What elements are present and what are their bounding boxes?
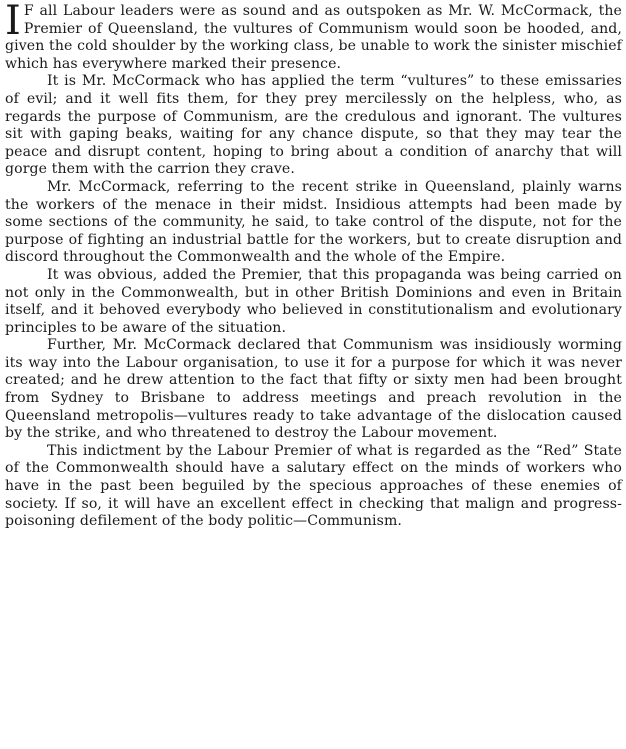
article-paragraph-6: This indictment by the Labour Premier of what is regarded as the “Red” State of the Commonwealth should have a salutary effect on the minds of workers who have in the past been beguiled by the specious approaches of these enemies of society. If so, it will have an excellent effect in checking that malign and progress-poisoning defilement of the body politic—Communism. [5,442,622,530]
article-paragraph-4: It was obvious, added the Premier, that this propaganda was being carried on not only in the Commonwealth, but in other British Dominions and even in Britain itself, and it behoved everybody who believed in constitutionalism and evolutionary principles to be aware of the situation. [5,266,622,336]
article-paragraph-2: It is Mr. McCormack who has applied the term “vultures” to these emissaries of evil; and it well fits them, for they prey mercilessly on the helpless, who, as regards the purpose of Communism, are the credulous and ignorant. The vultures sit with gaping beaks, waiting for any chance dispute, so that they may tear the peace and disrupt content, hoping to bring about a condition of anarchy that will gorge them with the carrion they crave. [5,73,622,178]
paragraph-text: F all Labour leaders were as sound and as outspoken as Mr. W. McCormack, the Premier of Queensland, the vultures of Communism would soon be hooded, and, given the cold shoulder by the working class, be unable to work the sinister mischief which has everywhere marked their presence. [5,3,622,72]
article-paragraph-5: Further, Mr. McCormack declared that Communism was insidiously worming its way into the Labour organisation, to use it for a purpose for which it was never created; and he drew attention to the fact that fifty or sixty men had been brought from Sydney to Brisbane to address meetings and preach revolution in the Queensland metropolis—vultures ready to take advantage of the dislocation caused by the strike, and who threatened to destroy the Labour movement. [5,337,622,442]
newspaper-article [5,0,622,531]
article-paragraph-1 [5,0,622,73]
article-paragraph-3: Mr. McCormack, referring to the recent strike in Queensland, plainly warns the workers of the menace in their midst. Insidious attempts had been made by some sections of the community, he said, to take control of the dispute, not for the purpose of fighting an industrial battle for the workers, but to create disruption and discord throughout the Commonwealth and the whole of the Empire. [5,178,622,266]
drop-cap: I [5,0,21,44]
